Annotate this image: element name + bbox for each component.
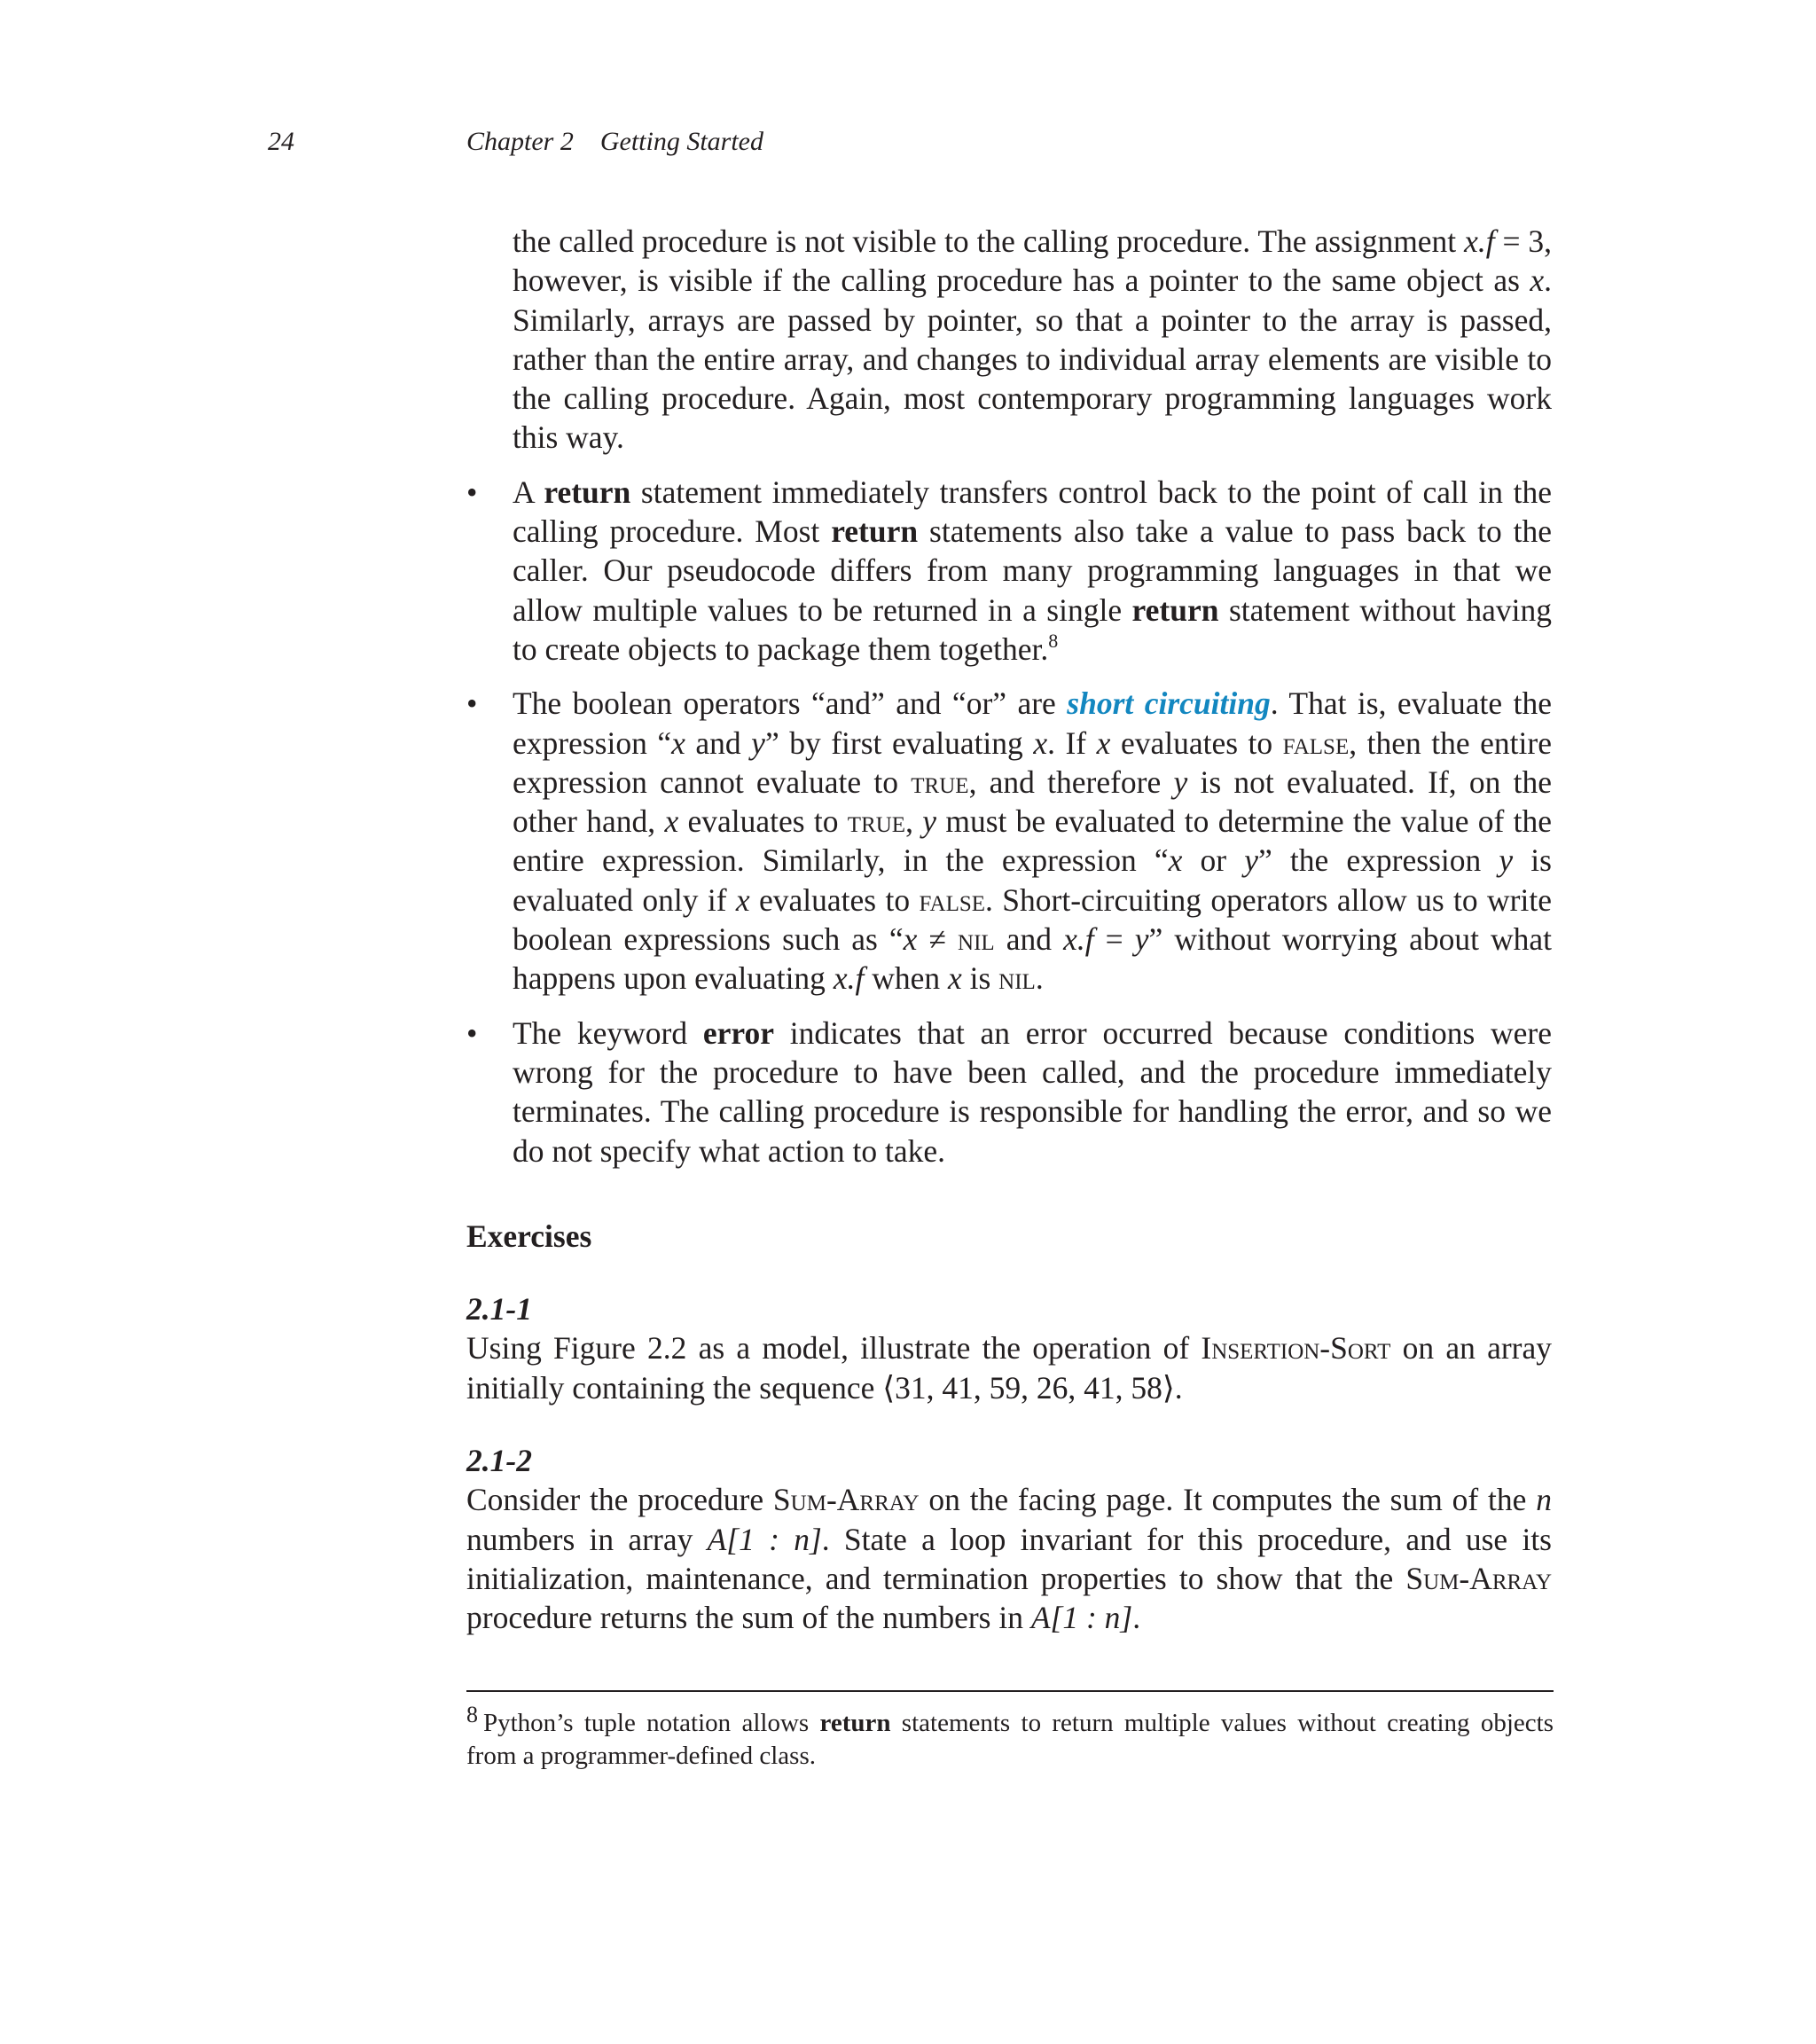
- math-var: A[1 : n]: [1030, 1600, 1133, 1636]
- bullet-marker: •: [466, 1014, 478, 1051]
- bullet-text: [513, 473, 1552, 669]
- math-var: y: [1244, 842, 1259, 879]
- text-span: procedure returns the sum of the numbers in: [466, 1600, 1031, 1636]
- text-span: Using Figure 2.2 as a model, illustrate the operation of: [466, 1330, 1202, 1367]
- defined-term: short circuiting: [1067, 685, 1271, 722]
- math-var: x: [1530, 262, 1545, 299]
- text-span: is evaluated only if: [513, 842, 1552, 918]
- math-var: x.f: [833, 960, 865, 997]
- text-span: , then the entire expression cannot evaluate to: [513, 724, 1552, 800]
- bullet-text: [513, 1014, 1552, 1171]
- constant: nil: [958, 921, 995, 958]
- bullet-item-return: [466, 473, 1552, 669]
- chapter-label: Chapter 2: [466, 127, 574, 156]
- text-span: . That is, evaluate the expression “: [513, 685, 1552, 761]
- text-span: statement immediately transfers control back to the point of call in the calling procedure. Most: [513, 474, 1552, 550]
- procedure-name: Insertion-Sort: [1201, 1330, 1391, 1367]
- text-span: when: [864, 960, 948, 997]
- text-span: The boolean operators “and” and “or” are: [513, 685, 1068, 722]
- text-span: on the facing page. It computes the sum of the: [919, 1482, 1537, 1518]
- bullet-item-error: [466, 1014, 1552, 1171]
- continued-paragraph: [513, 222, 1552, 458]
- math-var: x: [947, 960, 962, 997]
- text-span: statements also take a value to pass back to the caller. Our pseudocode differs from many programming languages in that we allow multiple values to be returned in a single: [513, 513, 1552, 628]
- text-span: . If: [1047, 724, 1097, 761]
- text-span: or: [1182, 842, 1245, 879]
- exercise-text: [466, 1328, 1552, 1407]
- body-text: [466, 222, 1552, 1638]
- bullet-marker: •: [466, 474, 478, 510]
- exercise-number: 2.1-1: [466, 1291, 532, 1327]
- text-span: the called procedure is not visible to the calling procedure. The assignment: [513, 223, 1457, 259]
- text-span: evaluates to: [678, 803, 848, 840]
- footnote-reference[interactable]: 8: [1048, 629, 1059, 652]
- text-span: ” the expression: [1258, 842, 1499, 879]
- text-span: . Similarly, arrays are passed by pointer, so that a pointer to the array is passed, rather than the entire array, and changes to individual array elements are visible to the calling procedure. Again, most contemporary programming languages work this way.: [513, 262, 1552, 456]
- exercise-number: 2.1-2: [466, 1443, 532, 1479]
- text-span: statement without having to create objects to package them together.: [513, 591, 1552, 667]
- keyword: return: [831, 513, 919, 550]
- math-operator: ≠: [917, 921, 959, 958]
- constant: false: [919, 881, 986, 918]
- keyword: return: [819, 1709, 891, 1737]
- math-var: x.f: [1464, 223, 1495, 259]
- text-span: indicates that an error occurred because conditions were wrong for the procedure to have been called, and the procedure immediately terminates. The calling procedure is responsible for handling the error, and so we do not specify what action to take.: [513, 1014, 1552, 1169]
- exercises-heading: Exercises: [466, 1218, 592, 1254]
- bullet-text: [513, 684, 1552, 998]
- text-span: is: [961, 960, 999, 997]
- procedure-name: Sum-Array: [772, 1482, 920, 1518]
- text-span: Consider the procedure: [466, 1482, 773, 1518]
- text-span: Python’s tuple notation allows: [483, 1709, 820, 1737]
- math-var: y: [1499, 842, 1514, 879]
- math-var: n: [1536, 1482, 1552, 1518]
- text-span: .: [1132, 1600, 1141, 1636]
- math-var: y: [1173, 764, 1188, 800]
- math-var: A[1 : n]: [707, 1521, 822, 1557]
- constant: nil: [998, 960, 1036, 997]
- text-span: evaluates to: [749, 881, 920, 918]
- math-var: y: [922, 803, 937, 840]
- constant: true: [847, 803, 906, 840]
- footnote-mark: 8: [466, 1702, 478, 1727]
- constant: false: [1282, 724, 1350, 761]
- text-span: numbers in array: [466, 1521, 708, 1557]
- bullet-item-short-circuit: [466, 684, 1552, 998]
- math-var: y: [1134, 921, 1149, 958]
- text-span: statements to return multiple values without creating objects from a programmer-defined class.: [466, 1709, 1554, 1770]
- footnote: [466, 1702, 1554, 1773]
- text-span: . Short-circuiting operators allow us to write boolean expressions such as “: [513, 881, 1552, 958]
- footnote-rule: [466, 1690, 1554, 1692]
- text-span: must be evaluated to determine the value of the entire expression. Similarly, in the expression “: [513, 803, 1553, 879]
- text-span: The keyword: [513, 1014, 703, 1051]
- keyword: return: [544, 474, 631, 510]
- text-span: ” without worrying about what happens upon evaluating: [513, 921, 1553, 997]
- bullet-marker: •: [466, 685, 478, 722]
- exercise-text: [466, 1480, 1552, 1637]
- constant: true: [911, 764, 969, 800]
- procedure-name: Sum-Array: [1405, 1560, 1552, 1596]
- math-var: x: [671, 724, 685, 761]
- text-span: , and therefore: [968, 764, 1174, 800]
- math-var: y: [751, 724, 765, 761]
- text-span: . State a loop invariant for this procedure, and use its initialization, maintenance, and termination properties to show that the: [466, 1521, 1552, 1596]
- text-span: is not evaluated. If, on the other hand,: [513, 764, 1553, 840]
- math-var: x.f: [1063, 921, 1094, 958]
- text-span: .: [1035, 960, 1044, 997]
- chapter-title: [466, 124, 763, 160]
- math-var: x: [735, 881, 750, 918]
- text-span: ” by first evaluating: [764, 724, 1034, 761]
- math-var: x: [1096, 724, 1111, 761]
- text-span: and: [994, 921, 1064, 958]
- math-var: x: [664, 803, 679, 840]
- text-span: A: [513, 474, 544, 510]
- text-span: evaluates to: [1110, 724, 1283, 761]
- text-span: = 3, however, is visible if the calling procedure has a pointer to the same object as: [513, 223, 1552, 299]
- chapter-name: Getting Started: [599, 127, 763, 156]
- text-span: ,: [905, 803, 923, 840]
- keyword: error: [702, 1014, 774, 1051]
- page-number: 24: [268, 127, 294, 156]
- text-span: and: [685, 724, 752, 761]
- math-var: x: [1033, 724, 1048, 761]
- math-var: x: [1168, 842, 1183, 879]
- math-var: x: [903, 921, 918, 958]
- text-span: on an array initially containing the sequence ⟨31, 41, 59, 26, 41, 58⟩.: [466, 1330, 1552, 1406]
- math-operator: =: [1093, 921, 1135, 958]
- keyword: return: [1131, 591, 1219, 628]
